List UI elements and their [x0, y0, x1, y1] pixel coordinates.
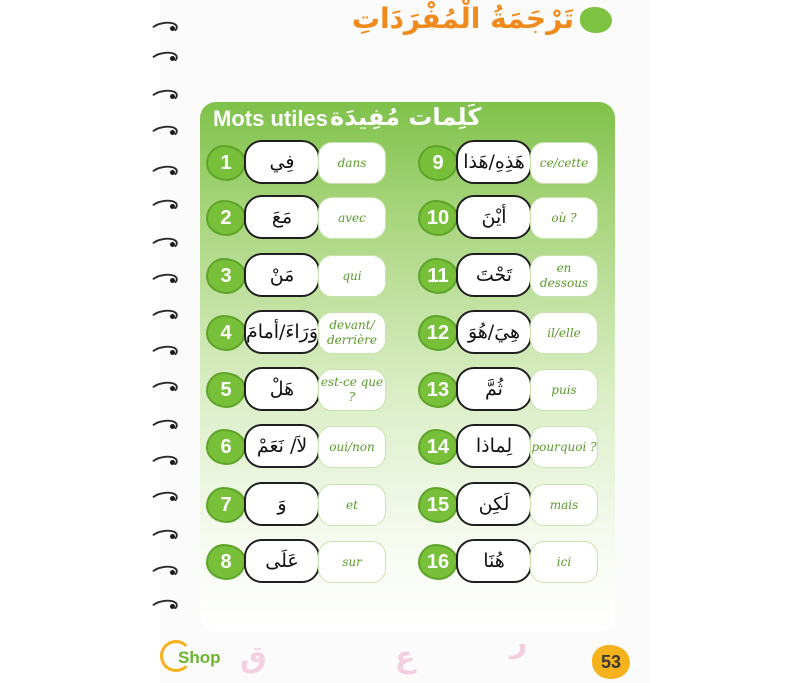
- french-translation: est-ce que ?: [318, 369, 386, 411]
- spiral-ring: [150, 492, 176, 504]
- ring-hole: [170, 496, 175, 501]
- arabic-word: لَكِن: [456, 482, 532, 526]
- ring-hole: [170, 314, 175, 319]
- spiral-ring: [150, 382, 176, 394]
- french-translation: avec: [318, 197, 386, 239]
- row-number-badge: 9: [418, 145, 458, 181]
- brand-name: Shop: [178, 648, 221, 667]
- row-number-badge: 15: [418, 487, 458, 523]
- spiral-ring: [150, 420, 176, 432]
- spiral-ring: [150, 52, 176, 64]
- ring-hole: [170, 56, 175, 61]
- row-number-badge: 13: [418, 372, 458, 408]
- french-translation: où ?: [530, 197, 598, 239]
- spiral-ring: [150, 22, 176, 34]
- page-title: تَرْجَمَةُ الْمُفْرَدَاتِ: [351, 2, 574, 35]
- ring-hole: [170, 460, 175, 465]
- ring-hole: [170, 170, 175, 175]
- row-number-badge: 2: [206, 200, 246, 236]
- ring-hole: [170, 26, 175, 31]
- ring-hole: [170, 278, 175, 283]
- row-number-badge: 4: [206, 315, 246, 351]
- french-translation: qui: [318, 255, 386, 297]
- ring-hole: [170, 242, 175, 247]
- page-number-badge: 53: [592, 645, 630, 679]
- arabic-word: هُنَا: [456, 539, 532, 583]
- ring-hole: [170, 94, 175, 99]
- arabic-word: مَعَ: [244, 195, 320, 239]
- french-translation: mais: [530, 484, 598, 526]
- ring-hole: [170, 350, 175, 355]
- row-number-badge: 7: [206, 487, 246, 523]
- panel-header-french: Mots utiles: [213, 106, 328, 131]
- decorative-letter: ق: [240, 640, 267, 675]
- arabic-word: أيْنَ: [456, 195, 532, 239]
- row-number-badge: 8: [206, 544, 246, 580]
- french-translation: puis: [530, 369, 598, 411]
- arabic-word: ثُمَّ: [456, 367, 532, 411]
- spiral-ring: [150, 310, 176, 322]
- spiral-ring: [150, 600, 176, 612]
- spiral-ring: [150, 126, 176, 138]
- ring-hole: [170, 534, 175, 539]
- row-number-badge: 6: [206, 429, 246, 465]
- row-number-badge: 16: [418, 544, 458, 580]
- arabic-word: هَذِهِ/هَذا: [456, 140, 532, 184]
- ring-hole: [170, 204, 175, 209]
- spiral-ring: [150, 200, 176, 212]
- panel-header-arabic: كَلِمات مُفِيدَة: [330, 103, 482, 131]
- french-translation: pourquoi ?: [530, 426, 598, 468]
- french-translation: sur: [318, 541, 386, 583]
- row-number-badge: 14: [418, 429, 458, 465]
- spiral-ring: [150, 456, 176, 468]
- french-translation: ce/cette: [530, 142, 598, 184]
- spiral-ring: [150, 166, 176, 178]
- row-number-badge: 3: [206, 258, 246, 294]
- french-translation: il/elle: [530, 312, 598, 354]
- decorative-letter: ر: [510, 625, 528, 660]
- french-translation: ici: [530, 541, 598, 583]
- ring-hole: [170, 386, 175, 391]
- spiral-ring: [150, 238, 176, 250]
- spiral-ring: [150, 530, 176, 542]
- french-translation: en dessous: [530, 255, 598, 297]
- arabic-word: هِيَ/هُوَ: [456, 310, 532, 354]
- spiral-ring: [150, 274, 176, 286]
- ring-hole: [170, 604, 175, 609]
- arabic-word: هَلْ: [244, 367, 320, 411]
- spiral-ring: [150, 90, 176, 102]
- arabic-word: وَرَاءَ/أمامَ: [244, 310, 320, 354]
- row-number-badge: 5: [206, 372, 246, 408]
- arabic-word: لاَ/ نَعَمْ: [244, 424, 320, 468]
- arabic-word: تَحْتَ: [456, 253, 532, 297]
- arabic-word: مَنْ: [244, 253, 320, 297]
- ring-hole: [170, 130, 175, 135]
- arabic-word: عَلَى: [244, 539, 320, 583]
- spiral-ring: [150, 346, 176, 358]
- row-number-badge: 1: [206, 145, 246, 181]
- row-number-badge: 11: [418, 258, 458, 294]
- row-number-badge: 12: [418, 315, 458, 351]
- row-number-badge: 10: [418, 200, 458, 236]
- arabic-word: فِي: [244, 140, 320, 184]
- title-badge-icon: [580, 7, 612, 33]
- arabic-word: لِماذا: [456, 424, 532, 468]
- french-translation: dans: [318, 142, 386, 184]
- decorative-letter: ع: [395, 640, 416, 675]
- ring-hole: [170, 424, 175, 429]
- french-translation: oui/non: [318, 426, 386, 468]
- french-translation: devant/ derrière: [318, 312, 386, 354]
- arabic-word: وَ: [244, 482, 320, 526]
- french-translation: et: [318, 484, 386, 526]
- ring-hole: [170, 570, 175, 575]
- spiral-ring: [150, 566, 176, 578]
